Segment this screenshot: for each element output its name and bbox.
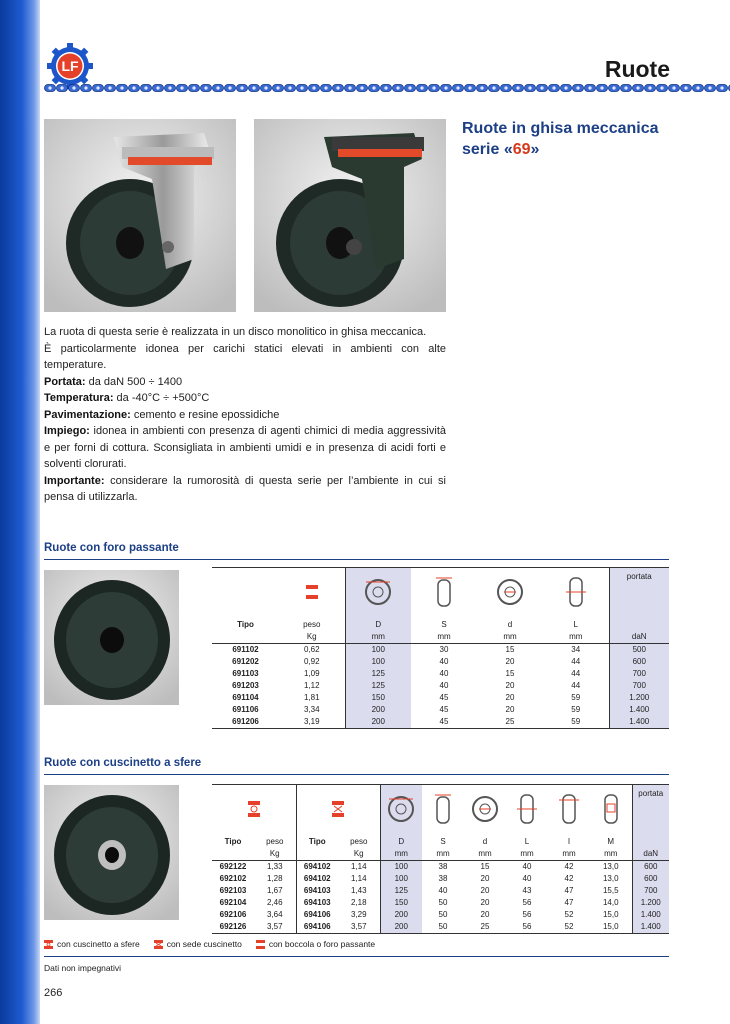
table-cell: 125 xyxy=(345,680,411,692)
unit-peso: Kg xyxy=(279,631,345,644)
pav-value: cemento e resine epossidiche xyxy=(130,408,280,421)
table-cell: 691102 xyxy=(232,645,259,654)
logo-text: LF xyxy=(61,58,79,74)
cuscinetto-sfere-icon xyxy=(44,940,53,949)
legend-label-boccola: con boccola o foro passante xyxy=(268,939,376,949)
hdr-M: M xyxy=(607,837,615,846)
table-cell: 20 xyxy=(480,874,490,883)
table-cell: 44 xyxy=(571,669,581,678)
table-cell: 0,92 xyxy=(279,656,345,668)
table-cell: 25 xyxy=(464,921,506,934)
unit-peso2: Kg xyxy=(338,848,380,861)
table-cell: 47 xyxy=(564,898,574,907)
table-cell: 15,0 xyxy=(602,910,619,919)
unit-M: mm xyxy=(590,848,632,861)
table-cell: 1,12 xyxy=(279,680,345,692)
table-cell: 692122 xyxy=(219,862,247,871)
table-cell: 3,64 xyxy=(254,909,296,921)
table-cell: 1,43 xyxy=(338,885,380,897)
table-cell: 59 xyxy=(571,705,581,714)
table-row xyxy=(212,897,669,909)
hdr-d: d xyxy=(482,837,488,846)
section2-title: Ruote con cuscinetto a sfere xyxy=(44,757,202,769)
hdr-D: D xyxy=(380,836,422,848)
table-cell: 15 xyxy=(480,862,490,871)
diameter-D-icon xyxy=(380,785,422,837)
table-cell: 50 xyxy=(422,921,464,934)
table-cell: 59 xyxy=(543,716,609,729)
unit-peso1: Kg xyxy=(254,848,296,861)
legend-label-sfere: con cuscinetto a sfere xyxy=(57,939,140,949)
unit-d: mm xyxy=(477,631,543,644)
table-cell: 1,67 xyxy=(254,885,296,897)
product-title xyxy=(462,118,692,160)
table-cell: 150 xyxy=(380,897,422,909)
table-cell: 200 xyxy=(380,921,422,934)
caster-black-photo xyxy=(254,119,446,312)
unit-portata: daN xyxy=(609,631,669,644)
table-cell: 694106 xyxy=(303,910,331,919)
table-cell: 34 xyxy=(571,645,581,654)
unit-S: mm xyxy=(411,631,477,644)
width-S-icon xyxy=(411,568,477,620)
title-suffix: » xyxy=(530,141,540,158)
table-row xyxy=(212,668,669,680)
table-cell: 20 xyxy=(505,693,515,702)
footnote: Dati non impegnativi xyxy=(44,963,122,973)
table-cell: 600 xyxy=(632,873,669,885)
legend-item-sede xyxy=(154,939,242,949)
table-cell: 40 xyxy=(522,874,532,883)
table-cell: 692103 xyxy=(219,886,247,895)
table-cell: 13,0 xyxy=(602,874,619,883)
table-cell: 13,0 xyxy=(602,862,619,871)
page-title: Ruote xyxy=(604,56,670,82)
table-row xyxy=(212,716,669,729)
table-cell: 20 xyxy=(505,657,515,666)
table-cell: 15,0 xyxy=(590,921,632,934)
table-cell: 25 xyxy=(477,716,543,729)
table-cell: 3,57 xyxy=(254,921,296,934)
table-cell: 692126 xyxy=(212,921,254,934)
section2-rule xyxy=(44,774,669,775)
table-cell: 700 xyxy=(609,668,669,680)
table-cell: 40 xyxy=(522,862,532,871)
product-description xyxy=(44,324,446,506)
portata-header: portata xyxy=(632,785,669,837)
product-title-line1: Ruote in ghisa meccanica xyxy=(462,120,659,137)
table-cell: 59 xyxy=(571,693,581,702)
hub-I-icon xyxy=(548,785,590,837)
legend-item-sfere xyxy=(44,939,140,949)
boccola-icon xyxy=(256,940,265,949)
table-cell: 50 xyxy=(438,910,448,919)
table-cell: 40 xyxy=(439,681,449,690)
table-cell: 14,0 xyxy=(602,898,619,907)
desc-intro1: La ruota di questa serie è realizzata in un disco monolitico in ghisa meccanica. xyxy=(44,326,427,338)
table-cell: 42 xyxy=(564,862,574,871)
unit-L: mm xyxy=(506,848,548,861)
hdr-tipo2: Tipo xyxy=(308,837,326,846)
symbol-legend xyxy=(44,939,375,949)
table-row xyxy=(212,704,669,716)
table-cell: 44 xyxy=(571,657,581,666)
table-cell: 50 xyxy=(438,898,448,907)
table-cell: 691103 xyxy=(232,669,259,678)
bore-d-icon xyxy=(477,568,543,620)
portata-header: portata xyxy=(609,568,669,620)
table-cell: 125 xyxy=(380,885,422,897)
table-cell: 3,19 xyxy=(279,716,345,729)
hdr-I: I xyxy=(567,837,571,846)
cuscinetto-sfere-icon xyxy=(212,785,296,837)
hdr-tipo: Tipo xyxy=(237,620,254,629)
table-cell: 1.400 xyxy=(609,704,669,716)
table-row xyxy=(212,885,669,897)
table-cell: 0,62 xyxy=(279,644,345,657)
table-row xyxy=(212,692,669,704)
table-cell: 20 xyxy=(480,910,490,919)
wheel-bearing-photo xyxy=(44,785,179,920)
table-cell: 47 xyxy=(564,886,574,895)
table-cell: 2,18 xyxy=(338,897,380,909)
table-row xyxy=(212,656,669,668)
table-cell: 56 xyxy=(522,910,532,919)
hdr-tipo1: Tipo xyxy=(224,837,242,846)
imp-label: Impiego: xyxy=(44,425,90,437)
table-cell: 691206 xyxy=(212,716,279,729)
table-cell: 692102 xyxy=(219,874,247,883)
page-number: 266 xyxy=(44,987,63,999)
wheel-bore-photo xyxy=(44,570,179,705)
portata-value: da daN 500 ÷ 1400 xyxy=(85,375,183,388)
pav-label: Pavimentazione: xyxy=(44,408,131,421)
hub-M-icon xyxy=(590,785,632,837)
table-cell: 45 xyxy=(411,716,477,729)
table-cell: 20 xyxy=(505,705,515,714)
table-cell: 30 xyxy=(439,645,449,654)
table-cell: 691202 xyxy=(232,657,259,666)
table-cell: 56 xyxy=(506,921,548,934)
hdr-d: d xyxy=(507,620,513,629)
temp-value: da -40°C ÷ +500°C xyxy=(113,392,210,404)
table-cell: 694106 xyxy=(296,921,338,934)
desc-impiego xyxy=(44,423,446,473)
table-cell: 43 xyxy=(522,886,532,895)
table-cell: 40 xyxy=(439,657,449,666)
table-cell: 15 xyxy=(505,669,515,678)
unit-d: mm xyxy=(464,848,506,861)
table-cell: 694102 xyxy=(303,862,331,871)
table-cell: 694103 xyxy=(303,886,331,895)
unit-portata: daN xyxy=(632,848,669,861)
hdr-D: D xyxy=(345,619,411,631)
table-row xyxy=(212,644,669,657)
width-S-icon xyxy=(422,785,464,837)
table-row xyxy=(212,861,669,874)
boccola-icon xyxy=(279,568,345,620)
table-row xyxy=(212,921,669,934)
table-cell: 500 xyxy=(609,644,669,657)
table-row xyxy=(212,873,669,885)
table-cell: 15 xyxy=(505,645,515,654)
caster-zinc-photo xyxy=(44,119,236,312)
table-cell: 1.200 xyxy=(632,897,669,909)
table-cell: 200 xyxy=(345,716,411,729)
table-cell: 3,34 xyxy=(279,704,345,716)
table-cell: 45 xyxy=(439,693,449,702)
table-cell: 52 xyxy=(564,910,574,919)
hub-L-icon xyxy=(506,785,548,837)
hdr-L: L xyxy=(524,837,530,846)
table-row xyxy=(212,680,669,692)
sede-cuscinetto-icon xyxy=(296,785,380,837)
table-cell: 200 xyxy=(345,704,411,716)
legend-rule xyxy=(44,956,669,957)
table-cell: 100 xyxy=(380,873,422,885)
desc-portata xyxy=(44,374,446,391)
bore-d-icon xyxy=(464,785,506,837)
table-cell: 2,46 xyxy=(254,897,296,909)
hub-L-icon xyxy=(543,568,609,620)
table-cell: 100 xyxy=(345,644,411,657)
table-cell: 1.400 xyxy=(632,909,669,921)
table-cell: 694103 xyxy=(303,898,331,907)
sede-cuscinetto-icon xyxy=(154,940,163,949)
unit-D: mm xyxy=(380,848,422,861)
table-cell: 150 xyxy=(345,692,411,704)
diameter-D-icon xyxy=(345,568,411,620)
table-cell: 694102 xyxy=(303,874,331,883)
table-cell: 40 xyxy=(439,669,449,678)
table-cell: 15,5 xyxy=(602,886,619,895)
imp2-value: considerare la rumorosità di questa serie per l’ambiente in cui si pensa di utilizzarla. xyxy=(44,474,446,503)
chain-divider xyxy=(44,83,730,93)
table-cell: 700 xyxy=(632,885,669,897)
unit-D: mm xyxy=(345,631,411,644)
table-cell: 1.400 xyxy=(609,716,669,729)
imp2-label: Importante: xyxy=(44,474,105,487)
hdr-peso2: peso xyxy=(338,836,380,848)
table-cell: 40 xyxy=(438,886,448,895)
table-cell: 691104 xyxy=(232,693,259,702)
hdr-peso: peso xyxy=(279,619,345,631)
unit-S: mm xyxy=(422,848,464,861)
table-cell: 38 xyxy=(438,874,448,883)
hdr-L: L xyxy=(573,620,578,629)
table-cell: 45 xyxy=(439,705,449,714)
table-foro-passante xyxy=(212,567,669,729)
table-cell: 20 xyxy=(480,898,490,907)
section1-title: Ruote con foro passante xyxy=(44,542,179,554)
unit-L: mm xyxy=(543,631,609,644)
table-cuscinetto-sfere xyxy=(212,784,669,934)
table-cell: 692104 xyxy=(219,898,247,907)
table-cell: 1,09 xyxy=(279,668,345,680)
hdr-S: S xyxy=(440,837,446,846)
desc-intro2: È particolarmente idonea per carichi statici elevati in ambienti con alte temperature. xyxy=(44,342,446,371)
hdr-peso1: peso xyxy=(254,836,296,848)
table-cell: 1,81 xyxy=(279,692,345,704)
title-prefix: serie « xyxy=(462,141,513,158)
table-cell: 1,33 xyxy=(254,861,296,874)
legend-label-sede: con sede cuscinetto xyxy=(166,939,242,949)
imp-value: idonea in ambienti con presenza di agenti chimici di media aggressività e per forni di cottura. Sconsigliata in ambienti umidi e in presenza di acidi forti e solventi clorurati. xyxy=(44,425,446,470)
table-cell: 20 xyxy=(505,681,515,690)
desc-pavimentazione xyxy=(44,407,446,424)
desc-temperatura xyxy=(44,390,446,407)
unit-I: mm xyxy=(548,848,590,861)
table-cell: 692106 xyxy=(219,910,247,919)
table-cell: 1,28 xyxy=(254,873,296,885)
table-cell: 38 xyxy=(438,862,448,871)
section1-rule xyxy=(44,559,669,560)
series-number: 69 xyxy=(512,141,531,158)
table-cell: 52 xyxy=(548,921,590,934)
table-cell: 1,14 xyxy=(338,861,380,874)
hdr-S: S xyxy=(441,620,447,629)
blue-sidebar xyxy=(0,0,40,1024)
table-cell: 200 xyxy=(380,909,422,921)
table-row xyxy=(212,909,669,921)
table-cell: 3,29 xyxy=(338,909,380,921)
table-cell: 700 xyxy=(609,680,669,692)
table-cell: 1,14 xyxy=(338,873,380,885)
table-cell: 600 xyxy=(632,861,669,874)
table-cell: 125 xyxy=(345,668,411,680)
portata-label: Portata: xyxy=(44,375,86,388)
table-cell: 600 xyxy=(609,656,669,668)
table-cell: 20 xyxy=(480,886,490,895)
table-cell: 56 xyxy=(522,898,532,907)
table-cell: 100 xyxy=(380,861,422,874)
legend-item-boccola xyxy=(256,939,375,949)
product-title-line2 xyxy=(462,139,692,160)
table-cell: 44 xyxy=(571,681,581,690)
table-cell: 691106 xyxy=(232,705,259,714)
table-cell: 42 xyxy=(564,874,574,883)
desc-importante xyxy=(44,473,446,506)
temp-label: Temperatura: xyxy=(44,392,114,404)
table-cell: 691203 xyxy=(232,681,259,690)
table-cell: 100 xyxy=(345,656,411,668)
table-cell: 1.200 xyxy=(609,692,669,704)
table-cell: 1.400 xyxy=(632,921,669,934)
table-cell: 3,57 xyxy=(338,921,380,934)
